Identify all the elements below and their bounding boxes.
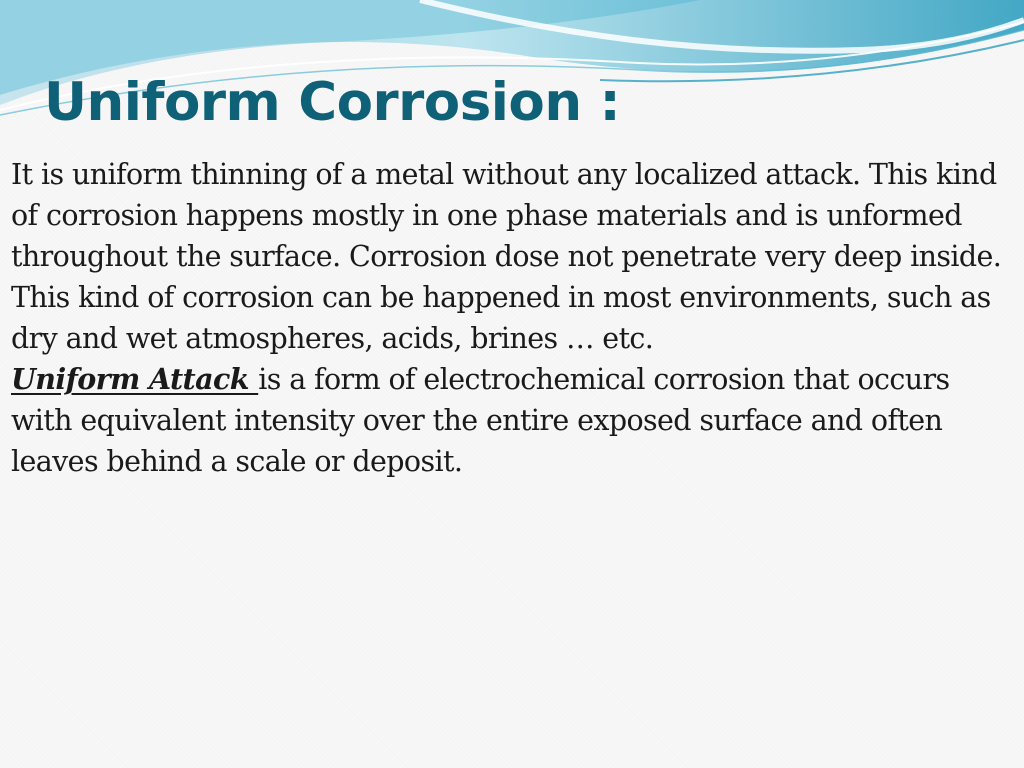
term-uniform-attack: Uniform Attack <box>11 362 259 396</box>
uniform-attack-definition: is a form of electrochemical corrosion that occurs with equivalent intensity over the entire exposed surface and often leaves behind a scale or deposit. <box>11 363 950 478</box>
paragraph-uniform-thinning: It is uniform thinning of a metal without any localized attack. This kind of corrosion happens mostly in one phase materials and is unformed throughout the surface. Corrosion dose not penetrate very deep inside. This kind of corrosion can be happened in most environments, such as dry and wet atmospheres, acids, brines … etc. <box>11 158 1002 355</box>
paragraph-uniform-attack <box>11 359 1011 482</box>
slide-title: Uniform Corrosion : <box>44 72 621 133</box>
slide-body <box>11 154 1011 482</box>
